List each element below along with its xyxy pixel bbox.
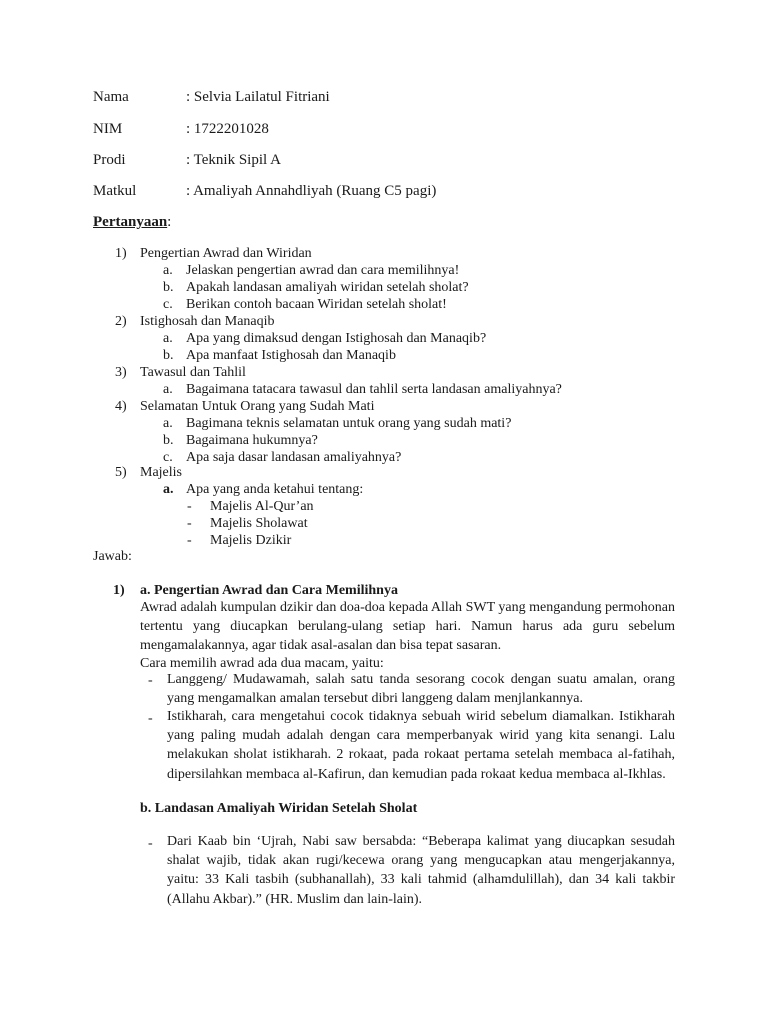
answer-paragraph-definition: Awrad adalah kumpulan dzikir dan doa-doa kepada Allah SWT yang mengandung permohonan tertentu yang diucapkan berulang-ulang setiap hari. Namun harus ada guru sebelum mengamalakannya, agar tidak asal-asalan dan bisa tepat sasaran. [140, 600, 675, 654]
nama-label: Nama [93, 89, 129, 105]
answer-paragraph-how-to-choose: Cara memilih awrad ada dua macam, yaitu: [140, 656, 384, 671]
questions-heading-colon: : [167, 214, 172, 230]
q2-number: 2) [115, 314, 127, 329]
matkul-label: Matkul [93, 183, 137, 199]
q2b-text: Apa manfaat Istighosah dan Manaqib [186, 348, 396, 363]
answer-a-heading: a. Pengertian Awrad dan Cara Memilihnya [140, 583, 398, 598]
nim-value: : 1722201028 [186, 121, 269, 137]
q2a-marker: a. [163, 331, 173, 346]
answer-item-hadith: Dari Kaab bin ‘Ujrah, Nabi saw bersabda: “Beberapa kalimat yang diucapkan sesudah shalat wajib, tidak akan rugi/kecewa orang yang mengucapkan atau mengerjakannya, yaitu: 33 Kali tasbih (subhanallah), 33 kali tahmid (alhamdulillah), dan 34 kali takbir (Allahu Akbar).” (HR. Muslim dan lain-lain). [167, 834, 675, 907]
nim-label: NIM [93, 121, 123, 137]
q4b-marker: b. [163, 433, 174, 448]
questions-heading-text: Pertanyaan [93, 214, 168, 230]
q3-number: 3) [115, 365, 127, 380]
q1b-marker: b. [163, 280, 174, 295]
q3-title: Tawasul dan Tahlil [140, 365, 246, 380]
q4c-text: Apa saja dasar landasan amaliyahnya? [186, 450, 402, 465]
answer-item-istikharah: Istikharah, cara mengetahui cocok tidaknya sebuah wirid sebelum diamalkan. Istikharah yang paling mudah adalah dengan cara memperbanyak wirid yang kita senangi. Lalu melakukan sholat istikharah. 2 rokaat, pada rokaat pertama setelah membaca al-fatihah, dipersilahkan membaca al-Kafirun, dan kemudian pada rokaat kedua membaca al-Ikhlas. [167, 709, 675, 782]
nama-value: : Selvia Lailatul Fitriani [186, 89, 330, 105]
q4b-text: Bagaimana hukumnya? [186, 433, 318, 448]
answer-dash-3: - [148, 836, 153, 851]
q5-item-majelis-quran: Majelis Al-Qur’an [210, 499, 314, 514]
q2a-text: Apa yang dimaksud dengan Istighosah dan Manaqib? [186, 331, 487, 346]
q5-item-majelis-sholawat: Majelis Sholawat [210, 516, 308, 531]
q5-dash-3: - [187, 533, 192, 548]
q4a-text: Bagimana teknis selamatan untuk orang yang sudah mati? [186, 416, 512, 431]
answer-dash-2: - [148, 711, 153, 726]
q5-dash-1: - [187, 499, 192, 514]
q4c-marker: c. [163, 450, 173, 465]
q1b-text: Apakah landasan amaliyah wiridan setelah sholat? [186, 280, 469, 295]
prodi-value: : Teknik Sipil A [186, 152, 281, 168]
q4a-marker: a. [163, 416, 173, 431]
q5-dash-2: - [187, 516, 192, 531]
answer-number: 1) [113, 583, 125, 598]
q1a-marker: a. [163, 263, 173, 278]
answers-heading: Jawab: [93, 549, 132, 564]
answer-dash-1: - [148, 673, 153, 688]
matkul-value: : Amaliyah Annahdliyah (Ruang C5 pagi) [186, 183, 437, 199]
answer-item-langgeng: Langgeng/ Mudawamah, salah satu tanda sesorang cocok dengan suatu amalan, orang yang mengamalkan amalan tersebut dibri langgeng dalam menjlankannya. [167, 672, 675, 707]
answer-b-heading: b. Landasan Amaliyah Wiridan Setelah Sholat [140, 801, 418, 816]
q5a-marker: a. [163, 482, 174, 497]
q3a-text: Bagaimana tatacara tawasul dan tahlil serta landasan amaliyahnya? [186, 382, 562, 397]
q1c-marker: c. [163, 297, 173, 312]
q3a-marker: a. [163, 382, 173, 397]
q1a-text: Jelaskan pengertian awrad dan cara memilihnya! [186, 263, 460, 278]
q4-number: 4) [115, 399, 127, 414]
q1-title: Pengertian Awrad dan Wiridan [140, 246, 312, 261]
q5-item-majelis-dzikir: Majelis Dzikir [210, 533, 292, 548]
prodi-label: Prodi [93, 152, 126, 168]
q1c-text: Berikan contoh bacaan Wiridan setelah sholat! [186, 297, 447, 312]
q5-number: 5) [115, 465, 127, 480]
q5-title: Majelis [140, 465, 182, 480]
q4-title: Selamatan Untuk Orang yang Sudah Mati [140, 399, 375, 414]
q2b-marker: b. [163, 348, 174, 363]
q5a-text: Apa yang anda ketahui tentang: [186, 482, 364, 497]
questions-heading [93, 213, 171, 231]
q2-title: Istighosah dan Manaqib [140, 314, 275, 329]
q1-number: 1) [115, 246, 127, 261]
